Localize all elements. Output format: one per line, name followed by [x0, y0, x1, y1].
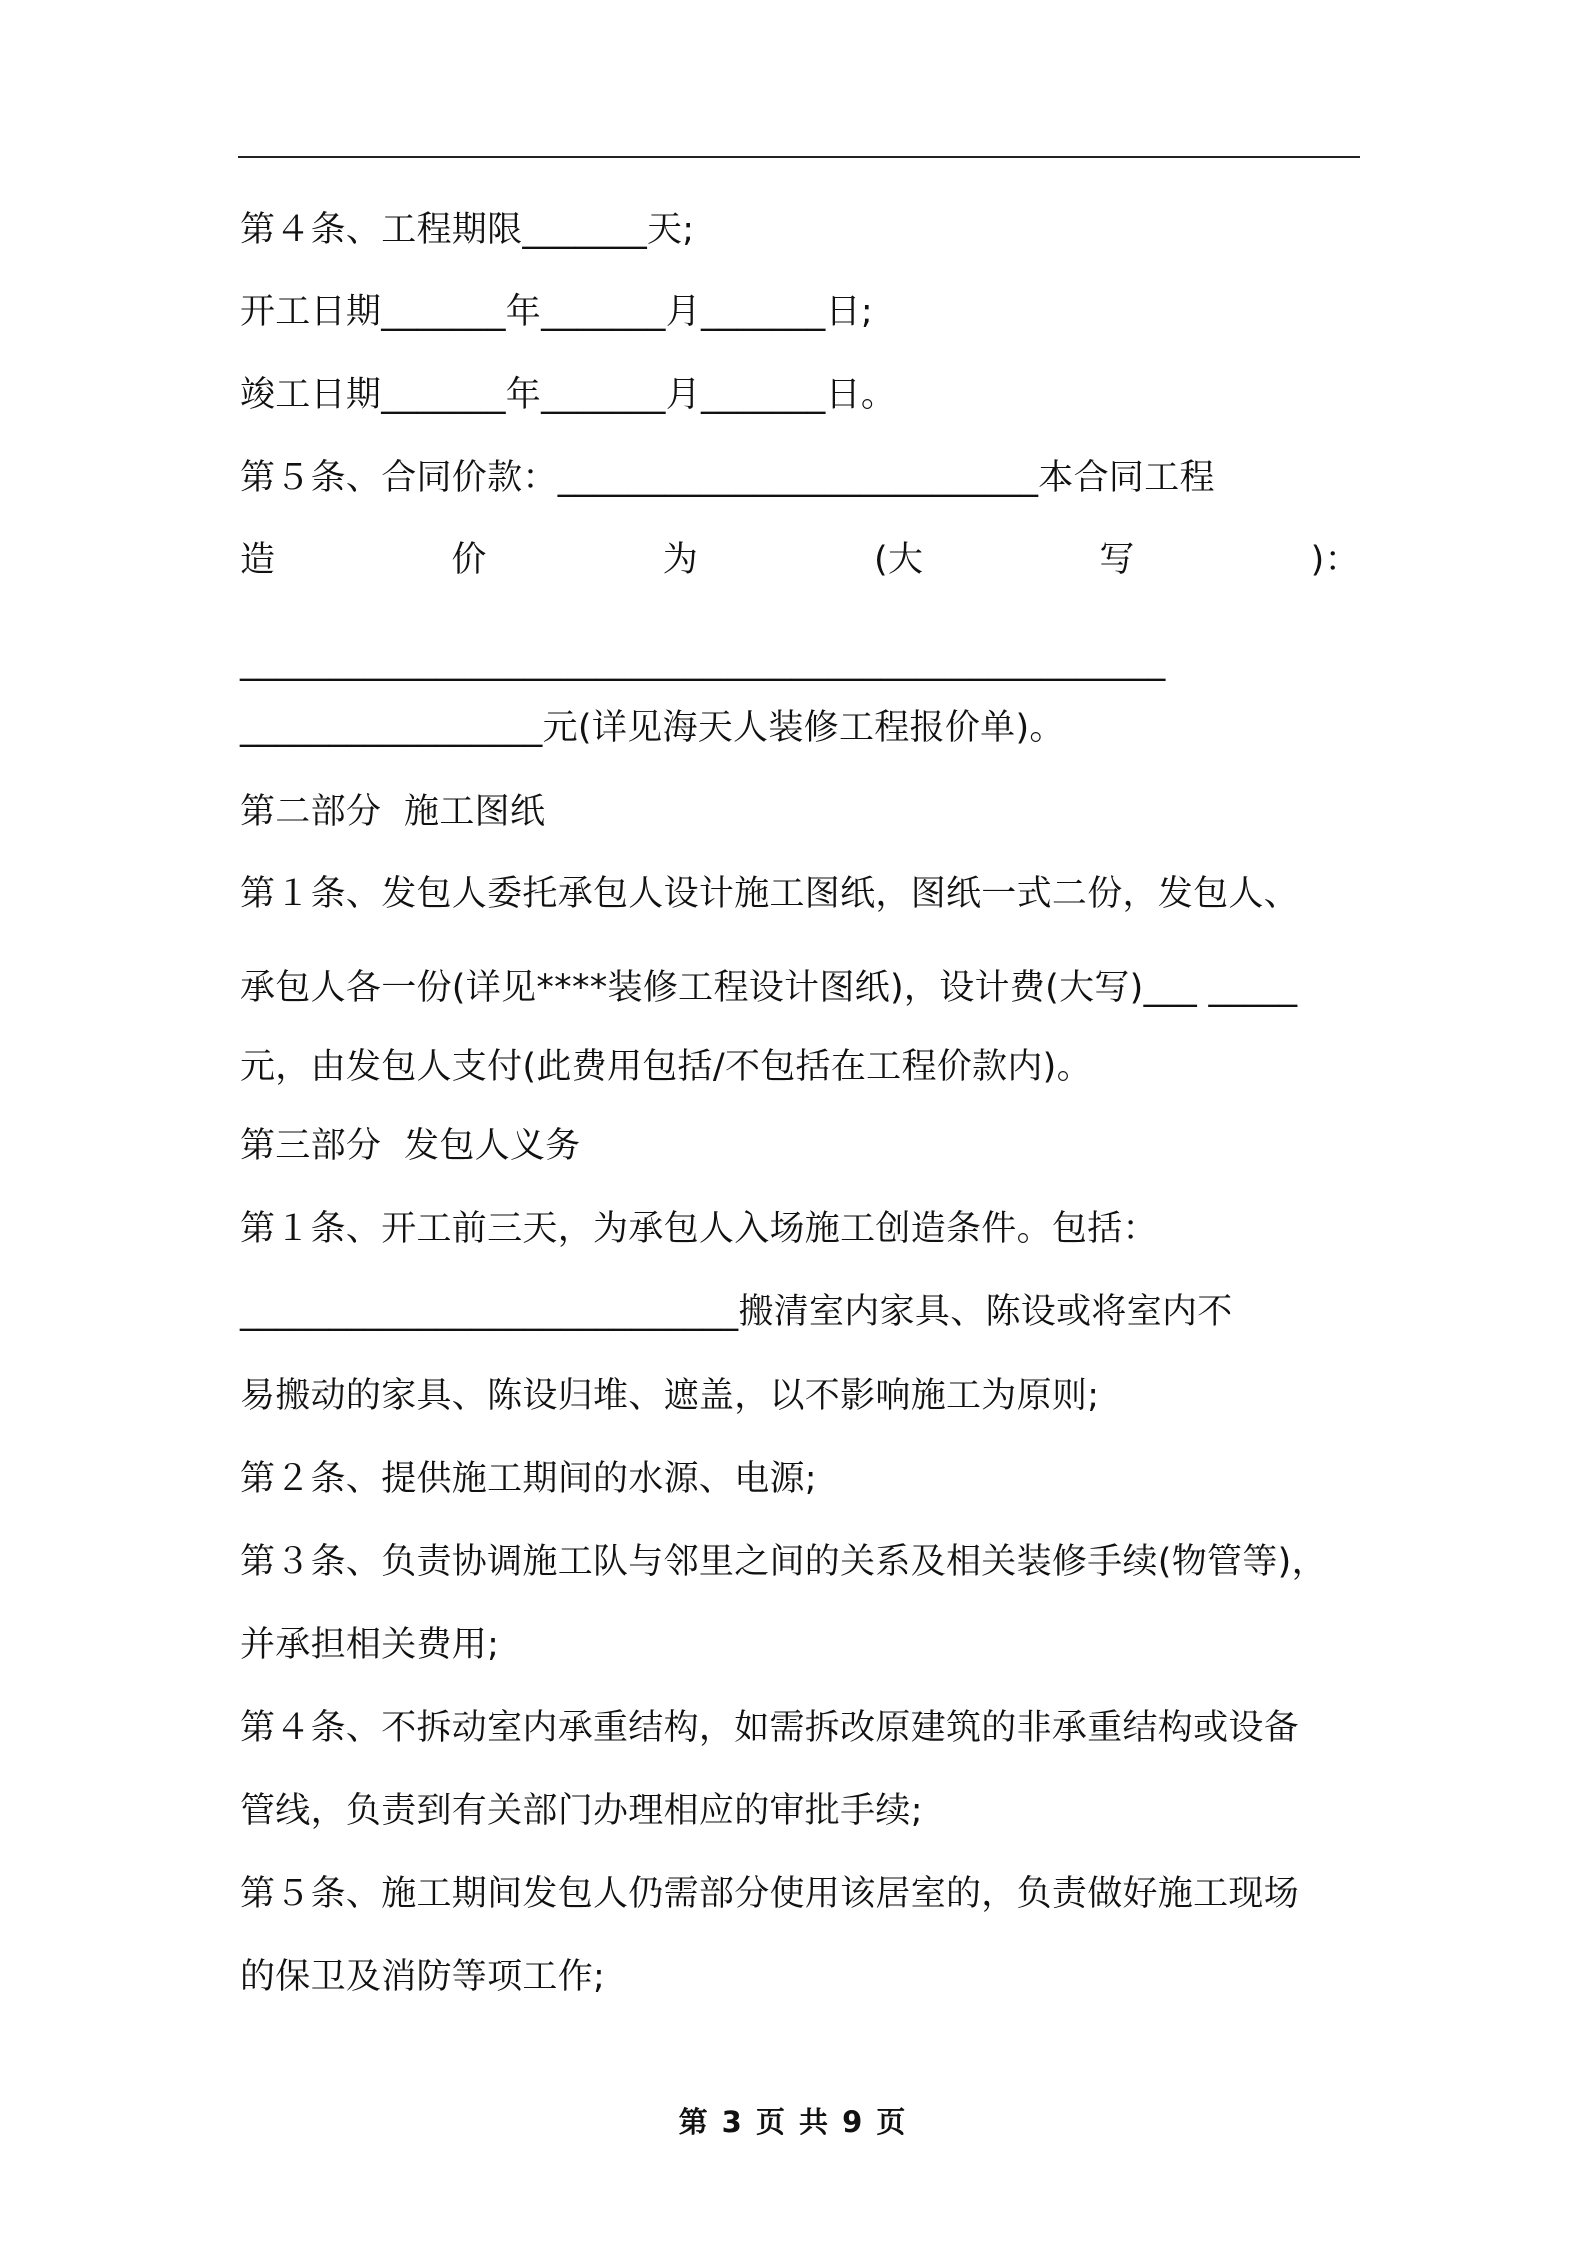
spread-char: 价 [451, 540, 487, 580]
spread-char: 写 [1099, 540, 1135, 580]
section-2-heading: 第二部分 施工图纸 [240, 792, 546, 832]
clause-4-duration: 第４条、工程期限_______天; [240, 210, 695, 250]
section-3-clause-4-end: 管线，负责到有关部门办理相应的审批手续; [240, 1791, 923, 1831]
header-rule [238, 156, 1360, 158]
section-3-clause-3-end: 并承担相关费用; [240, 1625, 500, 1665]
section-2-clause-1-cont: 承包人各一份(详见****装修工程设计图纸)，设计费(大写)___ _____ [240, 968, 1298, 1008]
section-3-clause-1-end: 易搬动的家具、陈设归堆、遮盖，以不影响施工为原则; [240, 1376, 1100, 1416]
section-3-clause-3: 第３条、负责协调施工队与邻里之间的关系及相关装修手续(物管等)， [240, 1542, 1327, 1582]
start-date-line: 开工日期_______年_______月_______日; [240, 292, 873, 332]
completion-date-line: 竣工日期_______年_______月_______日。 [240, 375, 897, 415]
price-yuan-line: _________________元(详见海天人装修工程报价单)。 [240, 708, 1065, 748]
section-2-clause-1-end: 元，由发包人支付(此费用包括/不包括在工程价款内)。 [240, 1047, 1092, 1087]
section-3-clause-5-end: 的保卫及消防等项工作; [240, 1957, 606, 1997]
section-3-clause-5: 第５条、施工期间发包人仍需部分使用该居室的，负责做好施工现场 [240, 1874, 1300, 1914]
page-number-footer: 第 3 页 共 9 页 [678, 2105, 908, 2139]
section-3-clause-4: 第４条、不拆动室内承重结构，如需拆改原建筑的非承重结构或设备 [240, 1708, 1300, 1748]
spread-char: 为 [662, 540, 698, 580]
section-3-clause-1-cont: ____________________________搬清室内家具、陈设或将室内不 [240, 1292, 1233, 1332]
section-2-clause-1: 第１条、发包人委托承包人设计施工图纸，图纸一式二份，发包人、 [240, 874, 1300, 914]
price-blank-line: ____________________________________________________ [240, 642, 1166, 682]
spread-char: 造 [240, 540, 276, 580]
spread-char: )： [1310, 540, 1360, 580]
spread-char: (大 [874, 540, 924, 580]
section-3-clause-2: 第２条、提供施工期间的水源、电源; [240, 1459, 817, 1499]
section-3-clause-1: 第１条、开工前三天，为承包人入场施工创造条件。包括： [240, 1209, 1158, 1249]
price-capital-spread-line [240, 538, 1360, 582]
section-3-heading: 第三部分 发包人义务 [240, 1126, 581, 1166]
clause-5-price: 第５条、合同价款：___________________________本合同工程 [240, 458, 1215, 498]
